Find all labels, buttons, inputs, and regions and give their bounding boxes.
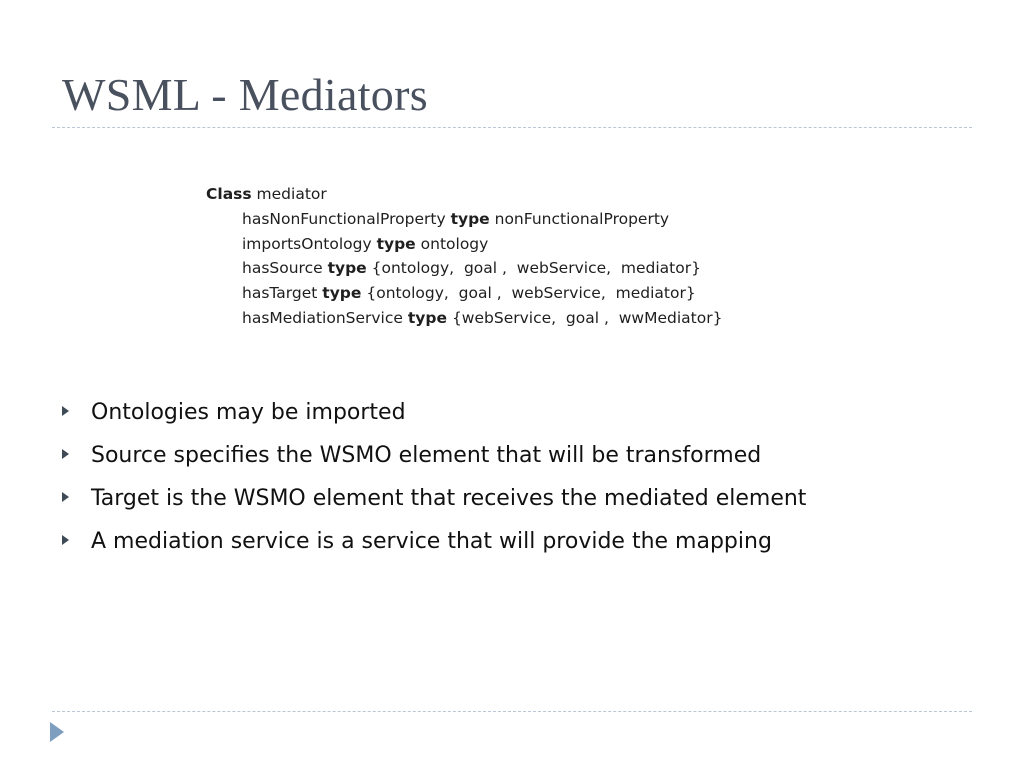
footer-divider bbox=[52, 711, 972, 712]
class-keyword: Class bbox=[206, 185, 252, 203]
bullet-item bbox=[62, 482, 806, 525]
attribute-type: {webService, goal , wwMediator} bbox=[451, 308, 723, 327]
bullet-item bbox=[62, 396, 806, 439]
bullet-text: Ontologies may be imported bbox=[91, 400, 406, 425]
slide-title: WSML - Mediators bbox=[62, 69, 428, 120]
triangle-right-icon bbox=[62, 535, 69, 545]
bullet-item bbox=[62, 439, 806, 482]
attribute-type: nonFunctionalProperty bbox=[494, 209, 670, 228]
bullet-text: Source specifies the WSMO element that will be transformed bbox=[91, 443, 762, 468]
class-attribute bbox=[206, 306, 722, 331]
class-attribute bbox=[206, 207, 722, 232]
triangle-right-icon bbox=[62, 492, 69, 502]
title-divider bbox=[52, 127, 972, 128]
type-keyword: type bbox=[322, 284, 362, 303]
class-attribute bbox=[206, 256, 722, 281]
attribute-name: hasSource bbox=[242, 259, 323, 278]
type-keyword: type bbox=[407, 308, 447, 327]
class-definition bbox=[206, 182, 722, 331]
class-attribute bbox=[206, 232, 722, 257]
bullet-list bbox=[62, 396, 806, 568]
class-header bbox=[206, 182, 722, 207]
type-keyword: type bbox=[450, 209, 490, 228]
bullet-text: Target is the WSMO element that receives the mediated element bbox=[91, 486, 807, 511]
class-attribute bbox=[206, 281, 722, 306]
attribute-name: hasTarget bbox=[242, 284, 318, 303]
attribute-type: {ontology, goal , webService, mediator} bbox=[366, 284, 696, 303]
attribute-type: {ontology, goal , webService, mediator} bbox=[371, 259, 701, 278]
triangle-right-icon bbox=[62, 449, 69, 459]
type-keyword: type bbox=[376, 234, 416, 253]
bullet-item bbox=[62, 525, 806, 568]
type-keyword: type bbox=[327, 259, 367, 278]
attribute-type: ontology bbox=[420, 234, 489, 253]
bullet-text: A mediation service is a service that will provide the mapping bbox=[91, 529, 772, 554]
play-arrow-icon[interactable] bbox=[50, 722, 64, 742]
attribute-name: hasNonFunctionalProperty bbox=[242, 209, 446, 228]
attribute-name: importsOntology bbox=[242, 234, 372, 253]
class-name: mediator bbox=[256, 185, 327, 203]
attribute-name: hasMediationService bbox=[242, 308, 403, 327]
triangle-right-icon bbox=[62, 406, 69, 416]
